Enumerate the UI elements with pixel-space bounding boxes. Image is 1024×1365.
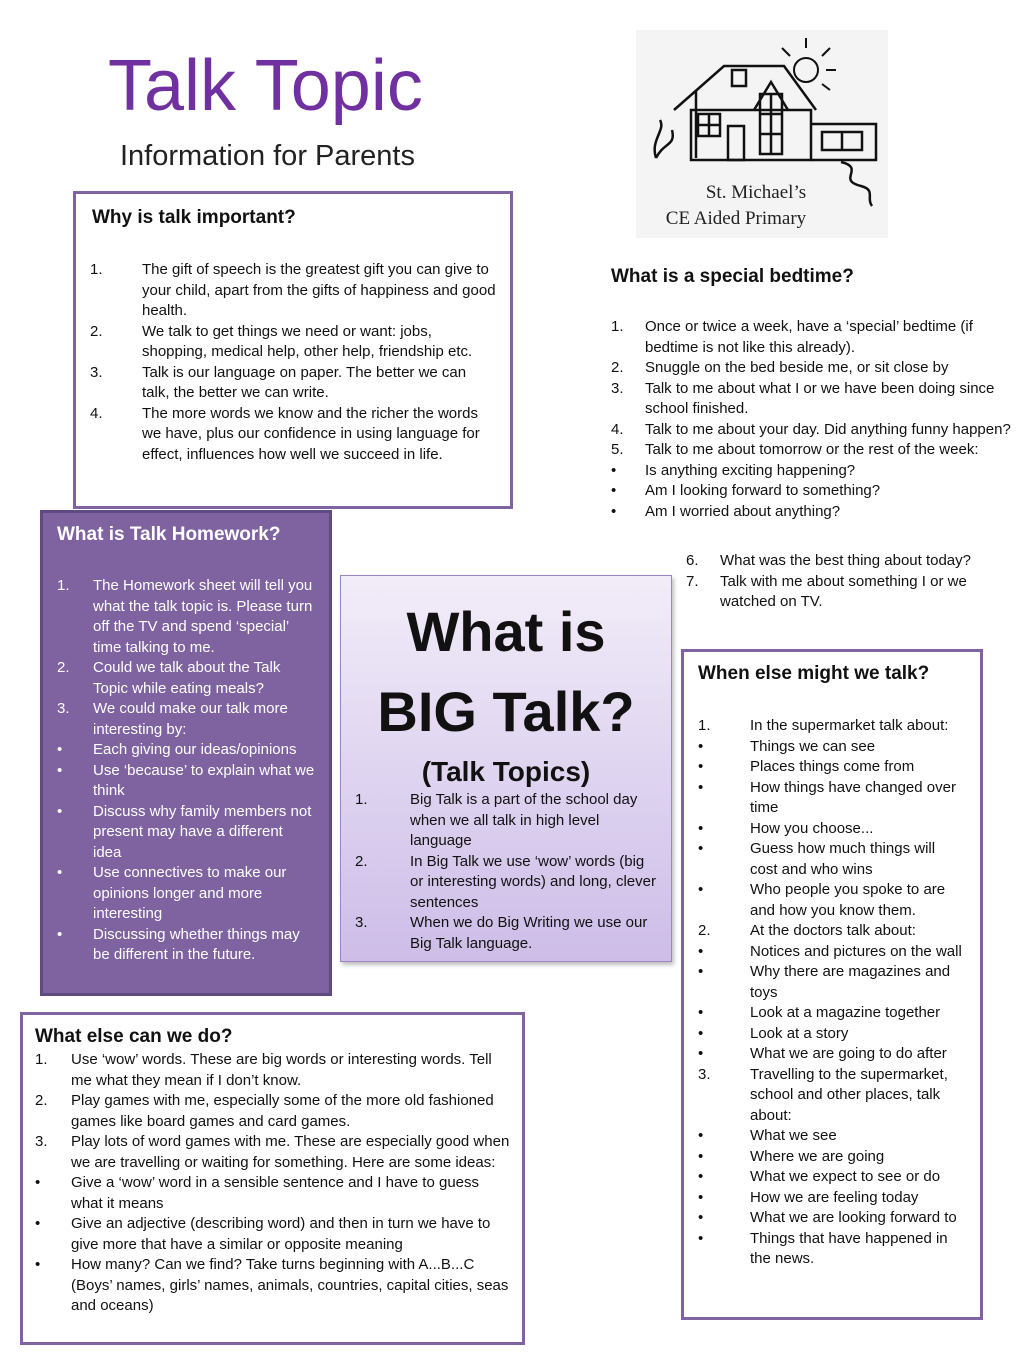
list-item: • Who people you spoke to are and how you know them. — [698, 881, 946, 919]
list-item: • Look at a magazine together — [698, 1004, 941, 1021]
box-title: When else might we talk? — [698, 663, 930, 684]
list-item: • What we expect to see or do — [698, 1168, 941, 1185]
list-item: • Each giving our ideas/opinions — [57, 741, 297, 758]
list-item: 1. The Homework sheet will tell you what the talk topic is. Please turn off the TV and spend ‘special’ time talking to me. — [57, 577, 313, 656]
list-item: • Why there are magazines and toys — [698, 963, 951, 1001]
list-item: 1. Big Talk is a part of the school day when we all talk in high level language — [355, 791, 638, 849]
list-item: • Things we can see — [698, 737, 876, 755]
box-title: Why is talk important? — [92, 207, 296, 228]
bedtime-list-continued — [686, 551, 1006, 613]
bedtime-list — [611, 317, 1016, 522]
big-talk-subheading: (Talk Topics) — [421, 756, 591, 787]
list-item: • Guess how much things will cost and who wins — [698, 840, 936, 878]
list-item: 3. Talk to me about what I or we have been doing since school finished. — [611, 379, 995, 417]
big-talk-heading: What is BIG Talk? — [377, 600, 635, 743]
list-item: • Where we are going — [698, 1147, 885, 1165]
list-item: • Places things come from — [698, 758, 915, 775]
list-item: • Discussing whether things may be different in the future. — [57, 925, 300, 963]
list-item: 3. Talk is our language on paper. The better we can talk, the better we can write. — [90, 363, 467, 401]
list-item: • Look at a story — [698, 1024, 849, 1042]
list-item: • Am I worried about anything? — [611, 502, 841, 520]
list-item: • Things that have happened in the news. — [698, 1229, 948, 1267]
list-item: • Is anything exciting happening? — [611, 461, 856, 479]
school-logo — [636, 30, 888, 238]
list-item: • Give an adjective (describing word) and then in turn we have to give more that have a similar or opposite meaning — [35, 1215, 491, 1253]
list-item: • Am I looking forward to something? — [611, 482, 881, 499]
list-item: 2. In Big Talk we use ‘wow’ words (big or interesting words) and long, clever sentences — [355, 852, 656, 911]
list-item: • How many? Can we find? Take turns beginning with A...B...C (Boys’ names, girls’ names, animals, countries, capital cities, seas and oceans) — [35, 1256, 509, 1314]
what-else-can-we-do-box — [20, 1012, 525, 1345]
list-item: 1. Use ‘wow’ words. These are big words or interesting words. Tell me what they mean if I don’t know. — [35, 1051, 492, 1089]
list-item: 5. Talk to me about tomorrow or the rest of the week: — [611, 441, 979, 458]
why-list — [90, 260, 496, 465]
list-item: 3. Travelling to the supermarket, school and other places, talk about: — [698, 1065, 948, 1124]
box-title: What else can we do? — [35, 1026, 233, 1047]
logo-school-name-line1: St. Michael’s — [705, 182, 807, 203]
list-item: • Use connectives to make our opinions longer and more interesting — [57, 864, 287, 922]
list-item: • How we are feeling today — [698, 1188, 919, 1206]
list-item: • Discuss why family members not present may have a different idea — [57, 802, 312, 861]
list-item: 2. Snuggle on the bed beside me, or sit close by — [611, 359, 949, 376]
list-item: 6. What was the best thing about today? — [686, 552, 971, 569]
list-item: • Notices and pictures on the wall — [698, 942, 962, 960]
list-item: • What we see — [698, 1127, 837, 1144]
list-item: 2. Play games with me, especially some of the more old fashioned games like board games and card games. — [35, 1092, 494, 1130]
why-talk-important-box — [73, 191, 513, 509]
list-item: • Give a ‘wow’ word in a sensible sentence and I have to guess what it means — [35, 1174, 480, 1212]
list-item: • How things have changed over time — [698, 778, 956, 816]
list-item: 1. In the supermarket talk about: — [698, 717, 949, 734]
list-item: • What we are looking forward to — [698, 1209, 957, 1226]
homework-list — [57, 576, 315, 966]
list-item: • What we are going to do after — [698, 1045, 947, 1062]
page-subtitle: Information for Parents — [120, 140, 415, 172]
list-item: 1. Once or twice a week, have a ‘special’ bedtime (if bedtime is not like this already). — [611, 318, 973, 356]
school-house-icon — [636, 30, 888, 238]
list-item: • Use ‘because’ to explain what we think — [57, 761, 315, 799]
when-else-talk-box — [681, 649, 983, 1320]
list-item: 1. The gift of speech is the greatest gift you can give to your child, apart from the gifts of happiness and good health. — [90, 261, 496, 319]
list-item: 4. Talk to me about your day. Did anything funny happen? — [611, 420, 1011, 438]
list-item: 2. We talk to get things we need or want: jobs, shopping, medical help, other help, friendship etc. — [90, 322, 473, 360]
talk-homework-box — [40, 510, 332, 996]
list-item: 3. Play lots of word games with me. These are especially good when we are travelling or waiting for something. Here are some ideas: — [35, 1133, 510, 1171]
bedtime-title: What is a special bedtime? — [611, 266, 854, 287]
what-else-list — [35, 1050, 510, 1317]
when-list — [698, 716, 966, 1270]
big-talk-list — [351, 790, 661, 954]
list-item: 4. The more words we know and the richer the words we have, plus our confidence in using language for effect, influences how well we succeed in life. — [90, 404, 480, 463]
list-item: 3. We could make our talk more interesting by: — [57, 700, 288, 738]
list-item: 7. Talk with me about something I or we watched on TV. — [686, 572, 967, 610]
page-title: Talk Topic — [108, 46, 423, 126]
logo-school-name-line2: CE Aided Primary — [665, 208, 807, 229]
list-item: 3. When we do Big Writing we use our Big Talk language. — [355, 914, 648, 952]
list-item: 2. Could we talk about the Talk Topic while eating meals? — [57, 659, 281, 697]
list-item: • How you choose... — [698, 819, 874, 837]
list-item: 2. At the doctors talk about: — [698, 922, 916, 939]
big-talk-box — [340, 575, 672, 962]
box-title: What is Talk Homework? — [57, 524, 281, 545]
